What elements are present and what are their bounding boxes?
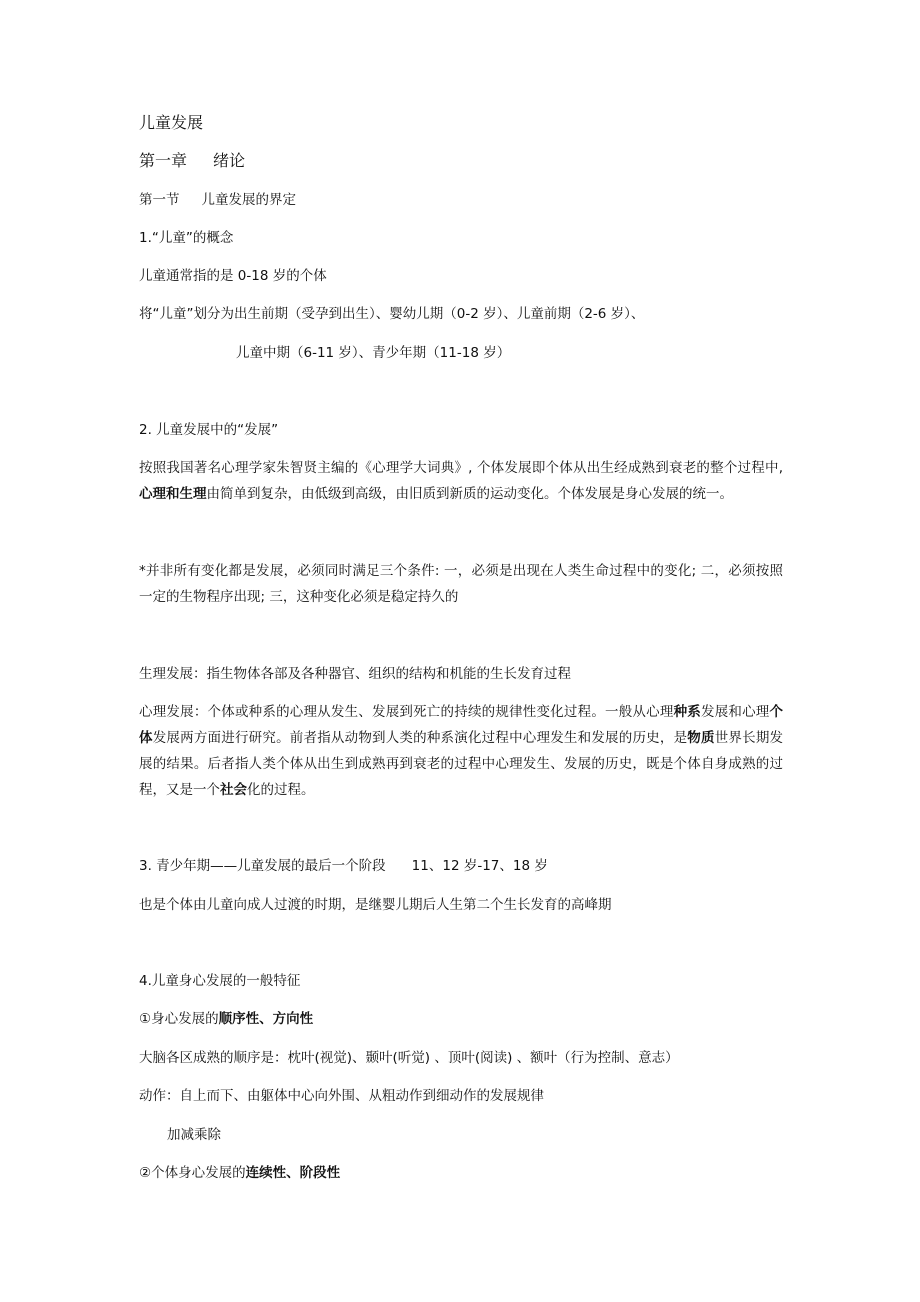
item1-bold: 顺序性、方向性	[218, 1011, 314, 1027]
s1-heading: 1.“儿童”的概念	[139, 230, 234, 246]
item1-text: ①身心发展的	[139, 1011, 219, 1027]
definition-text-b: 由简单到复杂，由低级到高级，由旧质到新质的运动变化。个体发展是身心发展的统一。	[206, 486, 733, 502]
section-name: 儿童发展的界定	[201, 192, 296, 208]
s1-line1: 儿童通常指的是 0-18 岁的个体	[139, 268, 327, 284]
psych-bold-2: 个体	[139, 704, 784, 746]
s2-conditions-paragraph: *并非所有变化都是发展，必须同时满足三个条件: 一，必须是出现在人类生命过程中的变化; 二，必须按照一定的生物程序出现; 三，这种变化必须是稳定持久的	[139, 563, 783, 605]
psych-text-f: 化的过程。	[247, 782, 315, 798]
physio-development: 生理发展：指生物体各部及各种器官、组织的结构和机能的生长发育过程	[139, 666, 571, 682]
chapter-name: 绪论	[213, 151, 246, 170]
s4-item1	[139, 1009, 313, 1029]
s3-heading-text: 3. 青少年期——儿童发展的最后一个阶段	[139, 858, 386, 874]
s3-line1: 也是个体由儿童向成人过渡的时期，是继婴儿期后人生第二个生长发育的高峰期	[139, 897, 612, 913]
document-title: 儿童发展	[139, 113, 204, 132]
s3-age-range: 11、12 岁-17、18 岁	[411, 858, 548, 874]
brain-order: 大脑各区成熟的顺序是：枕叶(视觉)、颞叶(听觉) 、顶叶(阅读) 、额叶（行为控制、意志）	[139, 1050, 679, 1066]
psych-text-c: 发展和心理	[700, 704, 770, 720]
psych-text-d: 发展两方面进行研究。前者指从动物到人类的种系演化过程中心理发生和发展的历史，是	[152, 730, 688, 746]
chapter-number: 第一章	[139, 151, 188, 170]
psych-bold-4: 社会	[220, 782, 247, 798]
s1-line2: 将“儿童”划分为出生前期（受孕到出生）、婴幼儿期（0-2 岁）、儿童前期（2-6 岁）、	[139, 306, 645, 322]
item2-text: ②个体身心发展的	[139, 1165, 246, 1181]
s2-heading: 2. 儿童发展中的“发展”	[139, 422, 279, 438]
s1-line3: 儿童中期（6-11 岁）、青少年期（11-18 岁）	[236, 345, 511, 361]
definition-bold: 心理和生理	[139, 486, 207, 502]
psych-text-e: 世界长期发展的结果。后者指人类个体从出生到成熟再到衰老的过程中心理发生、发展的历史，既是个体自身成熟的过程，又是一个	[139, 730, 784, 798]
item2-bold: 连续性、阶段性	[245, 1165, 341, 1181]
s2-definition-paragraph	[139, 455, 783, 507]
math-note: 加减乘除	[167, 1127, 221, 1143]
section-heading	[139, 190, 296, 210]
psych-bold-3: 物质	[687, 730, 715, 746]
s3-heading	[139, 856, 548, 876]
s4-heading: 4.儿童身心发展的一般特征	[139, 973, 301, 989]
psych-bold-1: 种系	[673, 704, 701, 720]
definition-text-a: 按照我国著名心理学家朱智贤主编的《心理学大词典》, 个体发展即个体从出生经成熟到衰老的整个过程中,	[139, 460, 783, 476]
s4-item2	[139, 1163, 340, 1183]
section-number: 第一节	[139, 192, 180, 208]
psych-development-paragraph	[139, 699, 783, 803]
motion-rule: 动作：自上而下、由躯体中心向外围、从粗动作到细动作的发展规律	[139, 1088, 544, 1104]
chapter-heading	[139, 150, 245, 172]
psych-text-a: 心理发展：个体或种系的心理从发生、发展到死亡的持续的规律性变化过程。一般从心理	[139, 704, 674, 720]
